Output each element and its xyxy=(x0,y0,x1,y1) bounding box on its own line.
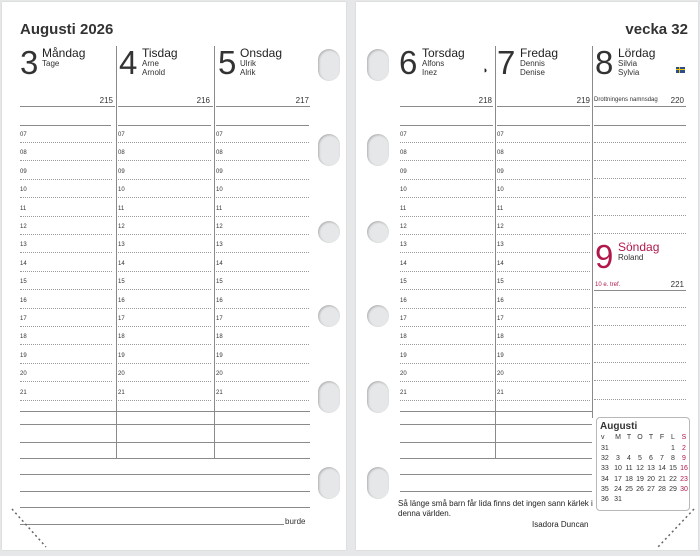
mini-calendar-date: 1 xyxy=(671,445,675,452)
mini-calendar-date: 10 xyxy=(614,465,622,473)
mini-calendar-date: 27 xyxy=(647,485,655,493)
day-name-monday: Måndag xyxy=(42,46,86,60)
notes-line xyxy=(20,411,310,412)
hour-label: 20 xyxy=(20,371,27,378)
name-days-thursday: Alfons Inez xyxy=(422,59,445,77)
ring-hole xyxy=(318,381,340,413)
hour-line xyxy=(497,381,590,382)
hour-line xyxy=(20,179,112,180)
hour-line xyxy=(118,381,211,382)
hour-label: 21 xyxy=(118,389,125,396)
hour-line xyxy=(400,271,493,272)
hour-label: 19 xyxy=(216,352,223,359)
hour-line xyxy=(20,344,112,345)
hour-line xyxy=(118,308,211,309)
mini-calendar-date: 22 xyxy=(669,475,677,483)
hour-line xyxy=(118,234,211,235)
hour-line xyxy=(20,363,112,364)
mini-calendar-date: 3 xyxy=(616,455,620,463)
mini-calendar-date: 31 xyxy=(614,496,622,503)
hour-label: 17 xyxy=(400,316,407,322)
ring-hole xyxy=(318,134,340,166)
hour-label: 12 xyxy=(20,224,27,230)
hour-line xyxy=(20,252,112,253)
hour-line xyxy=(118,252,211,253)
notes-line xyxy=(400,474,592,475)
day-of-year-wednesday: 217 xyxy=(295,96,309,105)
mini-calendar-date: 16 xyxy=(680,465,688,473)
week-title: vecka 32 xyxy=(625,21,688,38)
hour-line xyxy=(216,326,309,327)
hour-label: 13 xyxy=(20,242,27,249)
section-line xyxy=(118,125,211,126)
hour-line xyxy=(216,381,309,382)
section-line xyxy=(497,125,590,126)
mini-calendar-week-number: 34 xyxy=(601,475,609,483)
hour-label: 16 xyxy=(20,297,27,304)
day-name-thursday: Torsdag xyxy=(422,46,465,60)
hour-label: 19 xyxy=(497,352,504,359)
hour-line xyxy=(400,179,493,180)
brand-logo: burde xyxy=(285,517,306,526)
mini-calendar-weekday: v xyxy=(601,434,605,441)
hour-line xyxy=(118,179,211,180)
hour-line xyxy=(118,344,211,345)
hour-line xyxy=(497,216,590,217)
mini-calendar-weekday: S xyxy=(681,434,687,441)
mini-calendar-date: 2 xyxy=(682,445,686,452)
mini-calendar-date: 11 xyxy=(625,465,633,473)
hour-line xyxy=(497,197,590,198)
hour-label: 20 xyxy=(118,371,125,378)
day-header-line xyxy=(20,106,115,107)
hour-line xyxy=(497,289,590,290)
ring-hole xyxy=(367,221,389,243)
hour-line xyxy=(400,160,493,161)
hour-line xyxy=(400,344,493,345)
hour-line xyxy=(216,197,309,198)
hour-line xyxy=(497,234,590,235)
weekend-line xyxy=(594,142,686,143)
hour-line xyxy=(216,216,309,217)
month-title: Augusti 2026 xyxy=(20,21,114,38)
mini-calendar-weekday: L xyxy=(671,434,675,441)
mini-calendar-date: 5 xyxy=(638,455,642,463)
hour-label: 11 xyxy=(400,205,407,212)
hour-label: 10 xyxy=(118,187,125,194)
hour-label: 07 xyxy=(497,132,504,138)
hour-line xyxy=(118,289,211,290)
mini-calendar-date: 18 xyxy=(625,475,633,483)
ring-hole xyxy=(318,49,340,81)
hour-label: 08 xyxy=(497,150,504,157)
hour-label: 09 xyxy=(216,168,223,175)
hour-line xyxy=(216,252,309,253)
section-line xyxy=(400,125,493,126)
hour-line xyxy=(400,252,493,253)
hour-label: 18 xyxy=(20,334,27,341)
hour-label: 12 xyxy=(497,224,504,230)
hour-label: 09 xyxy=(400,168,407,175)
hour-label: 09 xyxy=(118,168,125,175)
sunday-header-line xyxy=(594,290,686,291)
weekend-line xyxy=(594,233,686,234)
hour-label: 21 xyxy=(216,389,223,396)
hour-line xyxy=(497,142,590,143)
day-of-year-sunday: 221 xyxy=(670,280,684,289)
hour-line xyxy=(118,160,211,161)
section-line xyxy=(594,125,686,126)
hour-label: 19 xyxy=(118,352,125,359)
mini-calendar-week-number: 33 xyxy=(601,465,609,473)
name-days-saturday: Silvia Sylvia xyxy=(618,59,640,77)
hour-line xyxy=(400,197,493,198)
mini-calendar-title: Augusti xyxy=(600,421,638,432)
hour-line xyxy=(118,142,211,143)
hour-label: 20 xyxy=(216,371,223,378)
day-of-year-friday: 219 xyxy=(576,96,590,105)
hour-label: 11 xyxy=(20,205,27,212)
hour-line xyxy=(118,363,211,364)
saturday-note: Drottningens namnsdag xyxy=(594,97,658,103)
ring-hole xyxy=(318,467,340,499)
hour-label: 11 xyxy=(216,205,223,212)
hour-line xyxy=(216,234,309,235)
hour-line xyxy=(20,271,112,272)
notes-line xyxy=(20,424,310,425)
hour-line xyxy=(400,216,493,217)
column-divider xyxy=(495,46,496,458)
mini-calendar-date: 19 xyxy=(636,475,644,483)
mini-calendar-weekday: T xyxy=(626,434,632,441)
day-number-monday: 3 xyxy=(20,44,39,81)
hour-label: 14 xyxy=(400,260,407,267)
mini-calendar-week-number: 35 xyxy=(601,485,609,493)
day-of-year-saturday: 220 xyxy=(670,96,684,105)
hour-label: 10 xyxy=(20,187,27,194)
hour-line xyxy=(20,216,112,217)
day-number-saturday: 8 xyxy=(595,44,614,81)
hour-label: 15 xyxy=(216,279,223,286)
mini-calendar-date: 12 xyxy=(636,465,644,473)
day-header-line xyxy=(216,106,310,107)
mini-calendar-weekday: M xyxy=(615,434,621,441)
day-number-tuesday: 4 xyxy=(119,44,138,81)
hour-label: 18 xyxy=(400,334,407,341)
weekend-line xyxy=(594,380,686,381)
name-days-wednesday: Ulrik Alrik xyxy=(240,59,256,77)
hour-line xyxy=(20,289,112,290)
day-name-saturday: Lördag xyxy=(618,46,656,60)
hour-line xyxy=(118,271,211,272)
hour-line xyxy=(20,400,112,401)
mini-calendar-date: 4 xyxy=(627,455,631,463)
name-days-friday: Dennis Denise xyxy=(520,59,545,77)
hour-line xyxy=(20,308,112,309)
hour-label: 17 xyxy=(497,316,504,322)
weekend-line xyxy=(594,344,686,345)
weekend-line xyxy=(594,362,686,363)
hour-label: 07 xyxy=(400,132,407,138)
weekend-line xyxy=(594,215,686,216)
hour-label: 12 xyxy=(400,224,407,230)
mini-calendar-date: 6 xyxy=(649,455,653,463)
hour-label: 20 xyxy=(400,371,407,378)
name-days-tuesday: Arne Arnold xyxy=(142,59,166,77)
hour-line xyxy=(400,308,493,309)
hour-line xyxy=(400,234,493,235)
hour-line xyxy=(20,381,112,382)
hour-label: 15 xyxy=(400,279,407,286)
hour-label: 15 xyxy=(20,279,27,286)
mini-calendar-date: 29 xyxy=(669,485,677,493)
hour-label: 13 xyxy=(216,242,223,249)
hour-line xyxy=(20,234,112,235)
notes-line xyxy=(400,491,592,492)
weekend-line xyxy=(594,197,686,198)
hour-line xyxy=(497,326,590,327)
mini-calendar-date: 20 xyxy=(647,475,655,483)
hour-label: 10 xyxy=(216,187,223,194)
hour-label: 16 xyxy=(497,297,504,304)
hour-line xyxy=(497,160,590,161)
hour-label: 08 xyxy=(400,150,407,157)
ring-hole xyxy=(367,305,389,327)
hour-label: 09 xyxy=(497,168,504,175)
hour-label: 14 xyxy=(216,260,223,267)
hour-line xyxy=(118,197,211,198)
hour-label: 10 xyxy=(497,187,504,194)
mini-calendar-date: 17 xyxy=(614,475,622,483)
hour-line xyxy=(216,179,309,180)
hour-label: 19 xyxy=(400,352,407,359)
hour-line xyxy=(400,400,493,401)
ring-hole xyxy=(367,467,389,499)
hour-label: 14 xyxy=(20,260,27,267)
hour-label: 07 xyxy=(216,132,223,138)
ring-hole xyxy=(318,221,340,243)
hour-line xyxy=(216,363,309,364)
hour-line xyxy=(20,326,112,327)
notes-line xyxy=(20,442,310,443)
weekend-line xyxy=(594,178,686,179)
hour-label: 19 xyxy=(20,352,27,359)
hour-label: 18 xyxy=(118,334,125,341)
section-line xyxy=(20,125,111,126)
hour-line xyxy=(400,326,493,327)
hour-line xyxy=(497,308,590,309)
hour-line xyxy=(20,142,112,143)
hour-label: 16 xyxy=(216,297,223,304)
hour-label: 11 xyxy=(118,205,125,212)
hour-label: 09 xyxy=(20,168,27,175)
weekend-line xyxy=(594,307,686,308)
mini-calendar-date: 23 xyxy=(680,475,688,483)
hour-label: 08 xyxy=(118,150,125,157)
corner-perforation xyxy=(654,507,696,550)
swedish-flag-icon xyxy=(676,67,685,73)
day-number-sunday: 9 xyxy=(595,238,614,275)
hour-label: 11 xyxy=(497,205,504,212)
quote-author: Isadora Duncan xyxy=(532,520,589,529)
hour-label: 18 xyxy=(216,334,223,341)
mini-calendar-date: 15 xyxy=(669,465,677,473)
mini-calendar-date: 25 xyxy=(625,485,633,493)
mini-calendar-week-number: 31 xyxy=(601,445,609,452)
hour-line xyxy=(118,326,211,327)
hour-label: 12 xyxy=(118,224,125,230)
hour-label: 15 xyxy=(118,279,125,286)
hour-line xyxy=(118,400,211,401)
mini-calendar-date: 28 xyxy=(658,485,666,493)
hour-label: 12 xyxy=(216,224,223,230)
ring-hole xyxy=(367,134,389,166)
mini-calendar-weekday: T xyxy=(648,434,654,441)
hour-line xyxy=(400,381,493,382)
day-name-friday: Fredag xyxy=(520,46,559,60)
hour-line xyxy=(400,363,493,364)
hour-label: 13 xyxy=(497,242,504,249)
hour-line xyxy=(216,344,309,345)
hour-line xyxy=(216,308,309,309)
day-of-year-thursday: 218 xyxy=(478,96,492,105)
hour-label: 17 xyxy=(216,316,223,322)
column-divider xyxy=(214,46,215,458)
hour-line xyxy=(497,252,590,253)
notes-line xyxy=(20,507,310,508)
hour-label: 08 xyxy=(216,150,223,157)
hour-label: 08 xyxy=(20,150,27,157)
mini-calendar-date: 7 xyxy=(660,455,664,463)
hour-line xyxy=(20,160,112,161)
day-number-friday: 7 xyxy=(497,44,516,81)
day-name-wednesday: Onsdag xyxy=(240,46,283,60)
weekend-line xyxy=(594,160,686,161)
notes-line xyxy=(20,491,310,492)
hour-line xyxy=(497,179,590,180)
ring-hole xyxy=(318,305,340,327)
notes-line xyxy=(400,458,592,459)
section-line xyxy=(216,125,309,126)
notes-line xyxy=(400,411,592,412)
mini-calendar-date: 26 xyxy=(636,485,644,493)
day-header-line xyxy=(497,106,590,107)
mini-calendar-weekday: O xyxy=(637,434,643,441)
hour-label: 21 xyxy=(20,389,27,396)
mini-calendar-date: 24 xyxy=(614,485,622,493)
hour-label: 14 xyxy=(497,260,504,267)
mini-calendar-weekday: F xyxy=(659,434,665,441)
hour-label: 16 xyxy=(118,297,125,304)
hour-line xyxy=(497,400,590,401)
hour-line xyxy=(216,271,309,272)
weekend-line xyxy=(594,399,686,400)
ring-hole xyxy=(367,381,389,413)
mini-calendar-week-number: 36 xyxy=(601,496,609,503)
hour-label: 18 xyxy=(497,334,504,341)
day-header-line xyxy=(594,106,686,107)
hour-label: 21 xyxy=(497,389,504,396)
hour-label: 21 xyxy=(400,389,407,396)
notes-line xyxy=(20,458,310,459)
hour-line xyxy=(216,142,309,143)
hour-label: 13 xyxy=(400,242,407,249)
hour-line xyxy=(216,160,309,161)
hour-label: 14 xyxy=(118,260,125,267)
mini-calendar-date: 14 xyxy=(658,465,666,473)
ring-hole xyxy=(367,49,389,81)
hour-label: 13 xyxy=(118,242,125,249)
notes-line xyxy=(20,474,310,475)
mini-calendar-date: 9 xyxy=(682,455,686,463)
hour-label: 15 xyxy=(497,279,504,286)
hour-line xyxy=(400,289,493,290)
hour-line xyxy=(497,271,590,272)
hour-label: 17 xyxy=(118,316,125,322)
mini-calendar xyxy=(596,417,690,511)
day-number-wednesday: 5 xyxy=(218,44,237,81)
hour-label: 16 xyxy=(400,297,407,304)
day-number-thursday: 6 xyxy=(399,44,418,81)
notes-line xyxy=(400,442,592,443)
hour-label: 17 xyxy=(20,316,27,322)
hour-line xyxy=(20,197,112,198)
hour-label: 07 xyxy=(20,132,27,138)
hour-label: 07 xyxy=(118,132,125,138)
day-of-year-monday: 215 xyxy=(99,96,113,105)
day-header-line xyxy=(400,106,493,107)
weekend-line xyxy=(594,325,686,326)
mini-calendar-date: 8 xyxy=(671,455,675,463)
hour-line xyxy=(400,142,493,143)
mini-calendar-date: 30 xyxy=(680,485,688,493)
notes-line xyxy=(400,424,592,425)
hour-line xyxy=(497,344,590,345)
day-of-year-tuesday: 216 xyxy=(196,96,210,105)
sunday-note: 10 e. tref. xyxy=(595,282,621,288)
corner-perforation xyxy=(10,507,50,550)
day-name-tuesday: Tisdag xyxy=(142,46,178,60)
hour-line xyxy=(216,400,309,401)
column-divider xyxy=(592,46,593,418)
notes-line xyxy=(20,524,284,525)
hour-line xyxy=(118,216,211,217)
name-days-monday: Tage xyxy=(42,59,60,68)
mini-calendar-date: 21 xyxy=(658,475,666,483)
name-days-sunday: Roland xyxy=(618,253,644,262)
hour-label: 10 xyxy=(400,187,407,194)
left-page xyxy=(2,2,346,550)
mini-calendar-week-number: 32 xyxy=(601,455,609,463)
hour-line xyxy=(216,289,309,290)
moon-phase-icon: ◑ xyxy=(482,65,488,75)
day-header-line xyxy=(118,106,213,107)
quote-text: Så länge små barn får lida finns det ingen sann kärlek i denna världen. xyxy=(398,499,593,518)
hour-label: 20 xyxy=(497,371,504,378)
column-divider xyxy=(116,46,117,458)
mini-calendar-date: 13 xyxy=(647,465,655,473)
hour-line xyxy=(497,363,590,364)
day-name-sunday: Söndag xyxy=(618,240,660,254)
